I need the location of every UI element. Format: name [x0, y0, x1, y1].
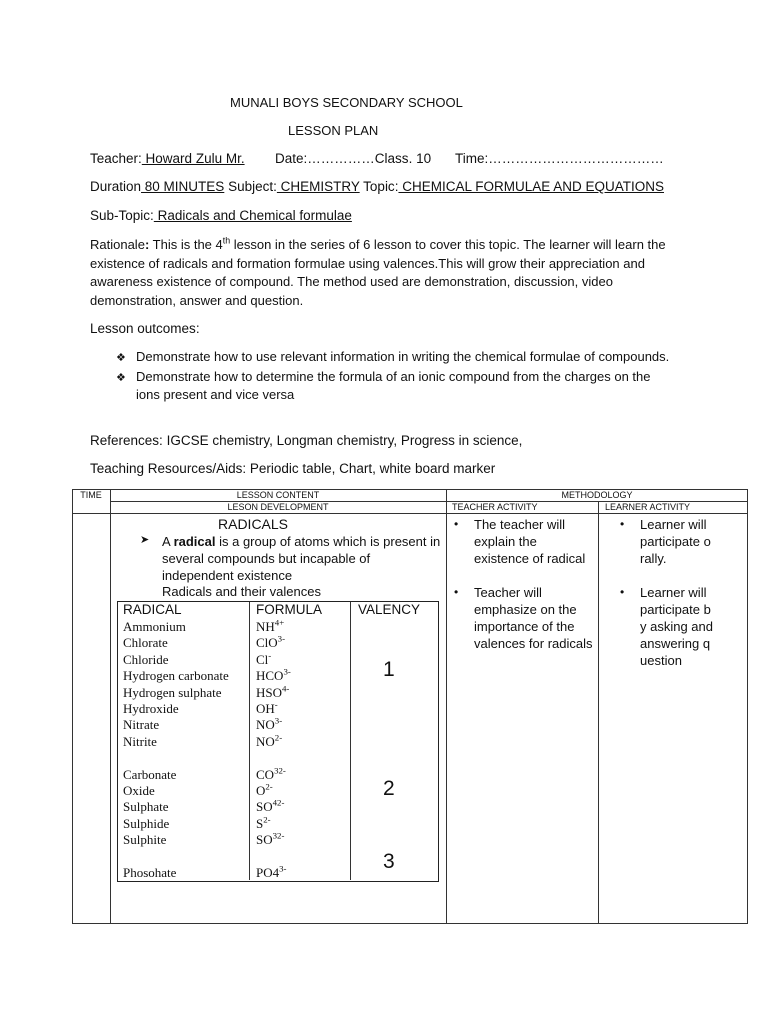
- radicals-subheading: Radicals and their valences: [162, 584, 321, 599]
- time-line: [455, 151, 664, 166]
- divider: [72, 513, 748, 514]
- teacher-value: Howard Zulu Mr.: [141, 151, 245, 166]
- subtopic-value: Radicals and Chemical formulae: [153, 208, 352, 223]
- school-name: MUNALI BOYS SECONDARY SCHOOL: [230, 95, 463, 110]
- definition-text-b: is a group of atoms which is present in several compounds but incapable of independent existence: [162, 534, 441, 583]
- bullet-icon: •: [454, 517, 459, 531]
- teacher-activity-list: [454, 516, 594, 669]
- subject-label: Subject: [228, 179, 274, 194]
- list-item: [116, 348, 676, 367]
- radical-formula: $NO^{2-}$: [256, 732, 283, 749]
- valency-header: VALENCY: [358, 602, 421, 617]
- radical-formula: OH-: [256, 699, 278, 716]
- outcomes-list: [116, 348, 676, 405]
- outcomes-label: Lesson outcomes: [90, 321, 196, 336]
- time-label: Time: [455, 151, 485, 166]
- radical-name: Chlorate: [123, 635, 168, 651]
- class-value: . 10: [408, 151, 432, 166]
- radical-formula: $S^{2-}$: [256, 814, 271, 831]
- subject-value: CHEMISTRY: [276, 179, 360, 194]
- topic-label: Topic: [363, 179, 395, 194]
- valency-value: 1: [383, 658, 395, 681]
- learner-activity-list: [620, 516, 715, 686]
- radicals-table: [117, 601, 439, 882]
- divider: [249, 602, 250, 880]
- radical-name: Hydrogen carbonate: [123, 668, 229, 684]
- outcome-text: Demonstrate how to use relevant information in writing the chemical formulae of compounds.: [136, 349, 670, 364]
- radical-name: Hydrogen sulphate: [123, 684, 222, 700]
- radical-name: Carbonate: [123, 766, 177, 782]
- list-item: [116, 368, 676, 404]
- bullet-icon: •: [454, 585, 459, 599]
- radical-name: Phosohate: [123, 864, 177, 880]
- sub-learner-header: LEARNER ACTIVITY: [605, 502, 691, 512]
- date-line: [275, 151, 431, 166]
- radical-formula: $SO^{32-}$: [256, 830, 285, 848]
- col-methodology-header: METHODOLOGY: [561, 490, 633, 500]
- divider: [598, 501, 599, 924]
- radical-name: Chloride: [123, 651, 169, 667]
- list-item: [454, 584, 594, 652]
- rationale-label: Rationale: [90, 237, 145, 252]
- radical-name: Oxide: [123, 782, 155, 798]
- radicals-heading: RADICALS: [218, 516, 289, 532]
- radical-name: Sulphite: [123, 832, 167, 848]
- teacher-label: Teacher: [90, 151, 139, 166]
- radical-name: Sulphate: [123, 799, 169, 815]
- divider: [446, 489, 447, 924]
- radical-formula: $CO^{32-}$: [256, 765, 286, 782]
- divider: [110, 489, 111, 924]
- sub-teacher-header: TEACHER ACTIVITY: [452, 502, 538, 512]
- outcome-text: Demonstrate how to determine the formula of an ionic compound from the charges on the ions present and vice versa: [136, 369, 651, 402]
- resources-value: Periodic table, Chart, white board marker: [246, 461, 496, 476]
- list-item: [454, 516, 594, 567]
- rationale: Rationale: This is the 4th lesson in the series of 6 lesson to cover this topic. The learner will learn the existence of radicals and formation formulae using valences.This will grow their appreciation and awareness existence of compound. The method used are demonstration, discussion, video demonstration, answer and question.: [90, 235, 666, 308]
- sub-development-header: LESON DEVELOPMENT: [227, 502, 329, 512]
- date-value: :……………: [303, 151, 375, 166]
- divider: [350, 602, 351, 880]
- radical-formulas: [256, 619, 291, 881]
- radical-name: Nitrite: [123, 733, 157, 749]
- diamond-bullet-icon: ❖: [116, 372, 126, 384]
- radical-formula: $NH^{4+}$: [256, 617, 285, 634]
- radical-name: Sulphide: [123, 815, 170, 831]
- rationale-text-a: This is the 4: [149, 237, 223, 252]
- learner-activity-text: Learner will participate orally.: [640, 517, 711, 566]
- rationale-sup: th: [222, 235, 231, 246]
- radical-formula: $SO^{42-}$: [256, 797, 285, 815]
- teacher-line: Teacher: Howard Zulu Mr.: [90, 151, 245, 166]
- radical-formula: Cl-: [256, 650, 272, 667]
- radical-name: Hydroxide: [123, 700, 179, 716]
- formula-header: FORMULA: [256, 602, 323, 617]
- teacher-activity-text: The teacher will explain the existence of radical: [474, 517, 586, 566]
- resources-line: Teaching Resources/Aids: Periodic table, Chart, white board marker: [90, 461, 496, 476]
- list-item: [620, 516, 715, 567]
- definition-term: radical: [173, 534, 216, 549]
- arrow-bullet-icon: ➤: [140, 534, 150, 546]
- references-label: References: [90, 433, 160, 448]
- references-line: References: IGCSE chemistry, Longman chemistry, Progress in science,: [90, 433, 523, 448]
- duration-label: Duration: [90, 179, 142, 194]
- class-label: Class: [374, 151, 409, 166]
- bullet-icon: •: [620, 517, 625, 531]
- teacher-activity-text: Teacher will emphasize on the importance of the valences for radicals: [474, 585, 593, 651]
- radical-formula: $O^{2-}$: [256, 781, 273, 798]
- outcomes-heading: Lesson outcomes:: [90, 321, 200, 336]
- date-label: Date: [275, 151, 304, 166]
- resources-label: Teaching Resources/Aids: [90, 461, 243, 476]
- radical-formula: $PO4^{3-}$: [256, 863, 287, 880]
- subtopic-label: Sub-Topic: [90, 208, 151, 223]
- learner-activity-text: Learner will participate by asking and answering question: [640, 585, 713, 668]
- bullet-icon: •: [620, 585, 625, 599]
- radical-names: [123, 619, 229, 881]
- duration-value: 80 MINUTES: [141, 179, 225, 194]
- rationale-text-b: lesson in the series of 6 lesson to cover this topic. The learner will learn the existence of radicals and formation formulae using valences.This will grow their appreciation and awareness existence of compound. The method used are demonstration, discussion, video demonstration, answer and question.: [90, 237, 666, 308]
- duration-line: Duration 80 MINUTES Subject: CHEMISTRY Topic: CHEMICAL FORMULAE AND EQUATIONS: [90, 179, 664, 194]
- col-time-header: TIME: [80, 490, 102, 500]
- references-value: IGCSE chemistry, Longman chemistry, Progress in science,: [162, 433, 523, 448]
- topic-value: CHEMICAL FORMULAE AND EQUATIONS: [398, 179, 664, 194]
- radical-formula: ClO$^{3-}$: [256, 634, 286, 651]
- col-content-header: LESSON CONTENT: [236, 490, 320, 500]
- radical-formula: $HCO^{3-}$: [256, 666, 291, 684]
- radical-formula: $NO^{3-}$: [256, 716, 283, 733]
- radical-name: Ammonium: [123, 619, 186, 634]
- radical-definition: [162, 533, 442, 584]
- radical-name: Nitrate: [123, 717, 160, 733]
- definition-text-a: A: [162, 534, 174, 549]
- radical-formula: $HSO^{4-}$: [256, 683, 290, 700]
- subtopic-line: Sub-Topic: Radicals and Chemical formulae: [90, 208, 352, 223]
- list-item: [620, 584, 715, 669]
- document-title: LESSON PLAN: [288, 123, 379, 138]
- valency-value: 2: [383, 777, 395, 800]
- diamond-bullet-icon: ❖: [116, 352, 126, 364]
- time-value: :…………………………………: [484, 151, 664, 166]
- valency-value: 3: [383, 850, 395, 873]
- radical-header: RADICAL: [123, 602, 182, 617]
